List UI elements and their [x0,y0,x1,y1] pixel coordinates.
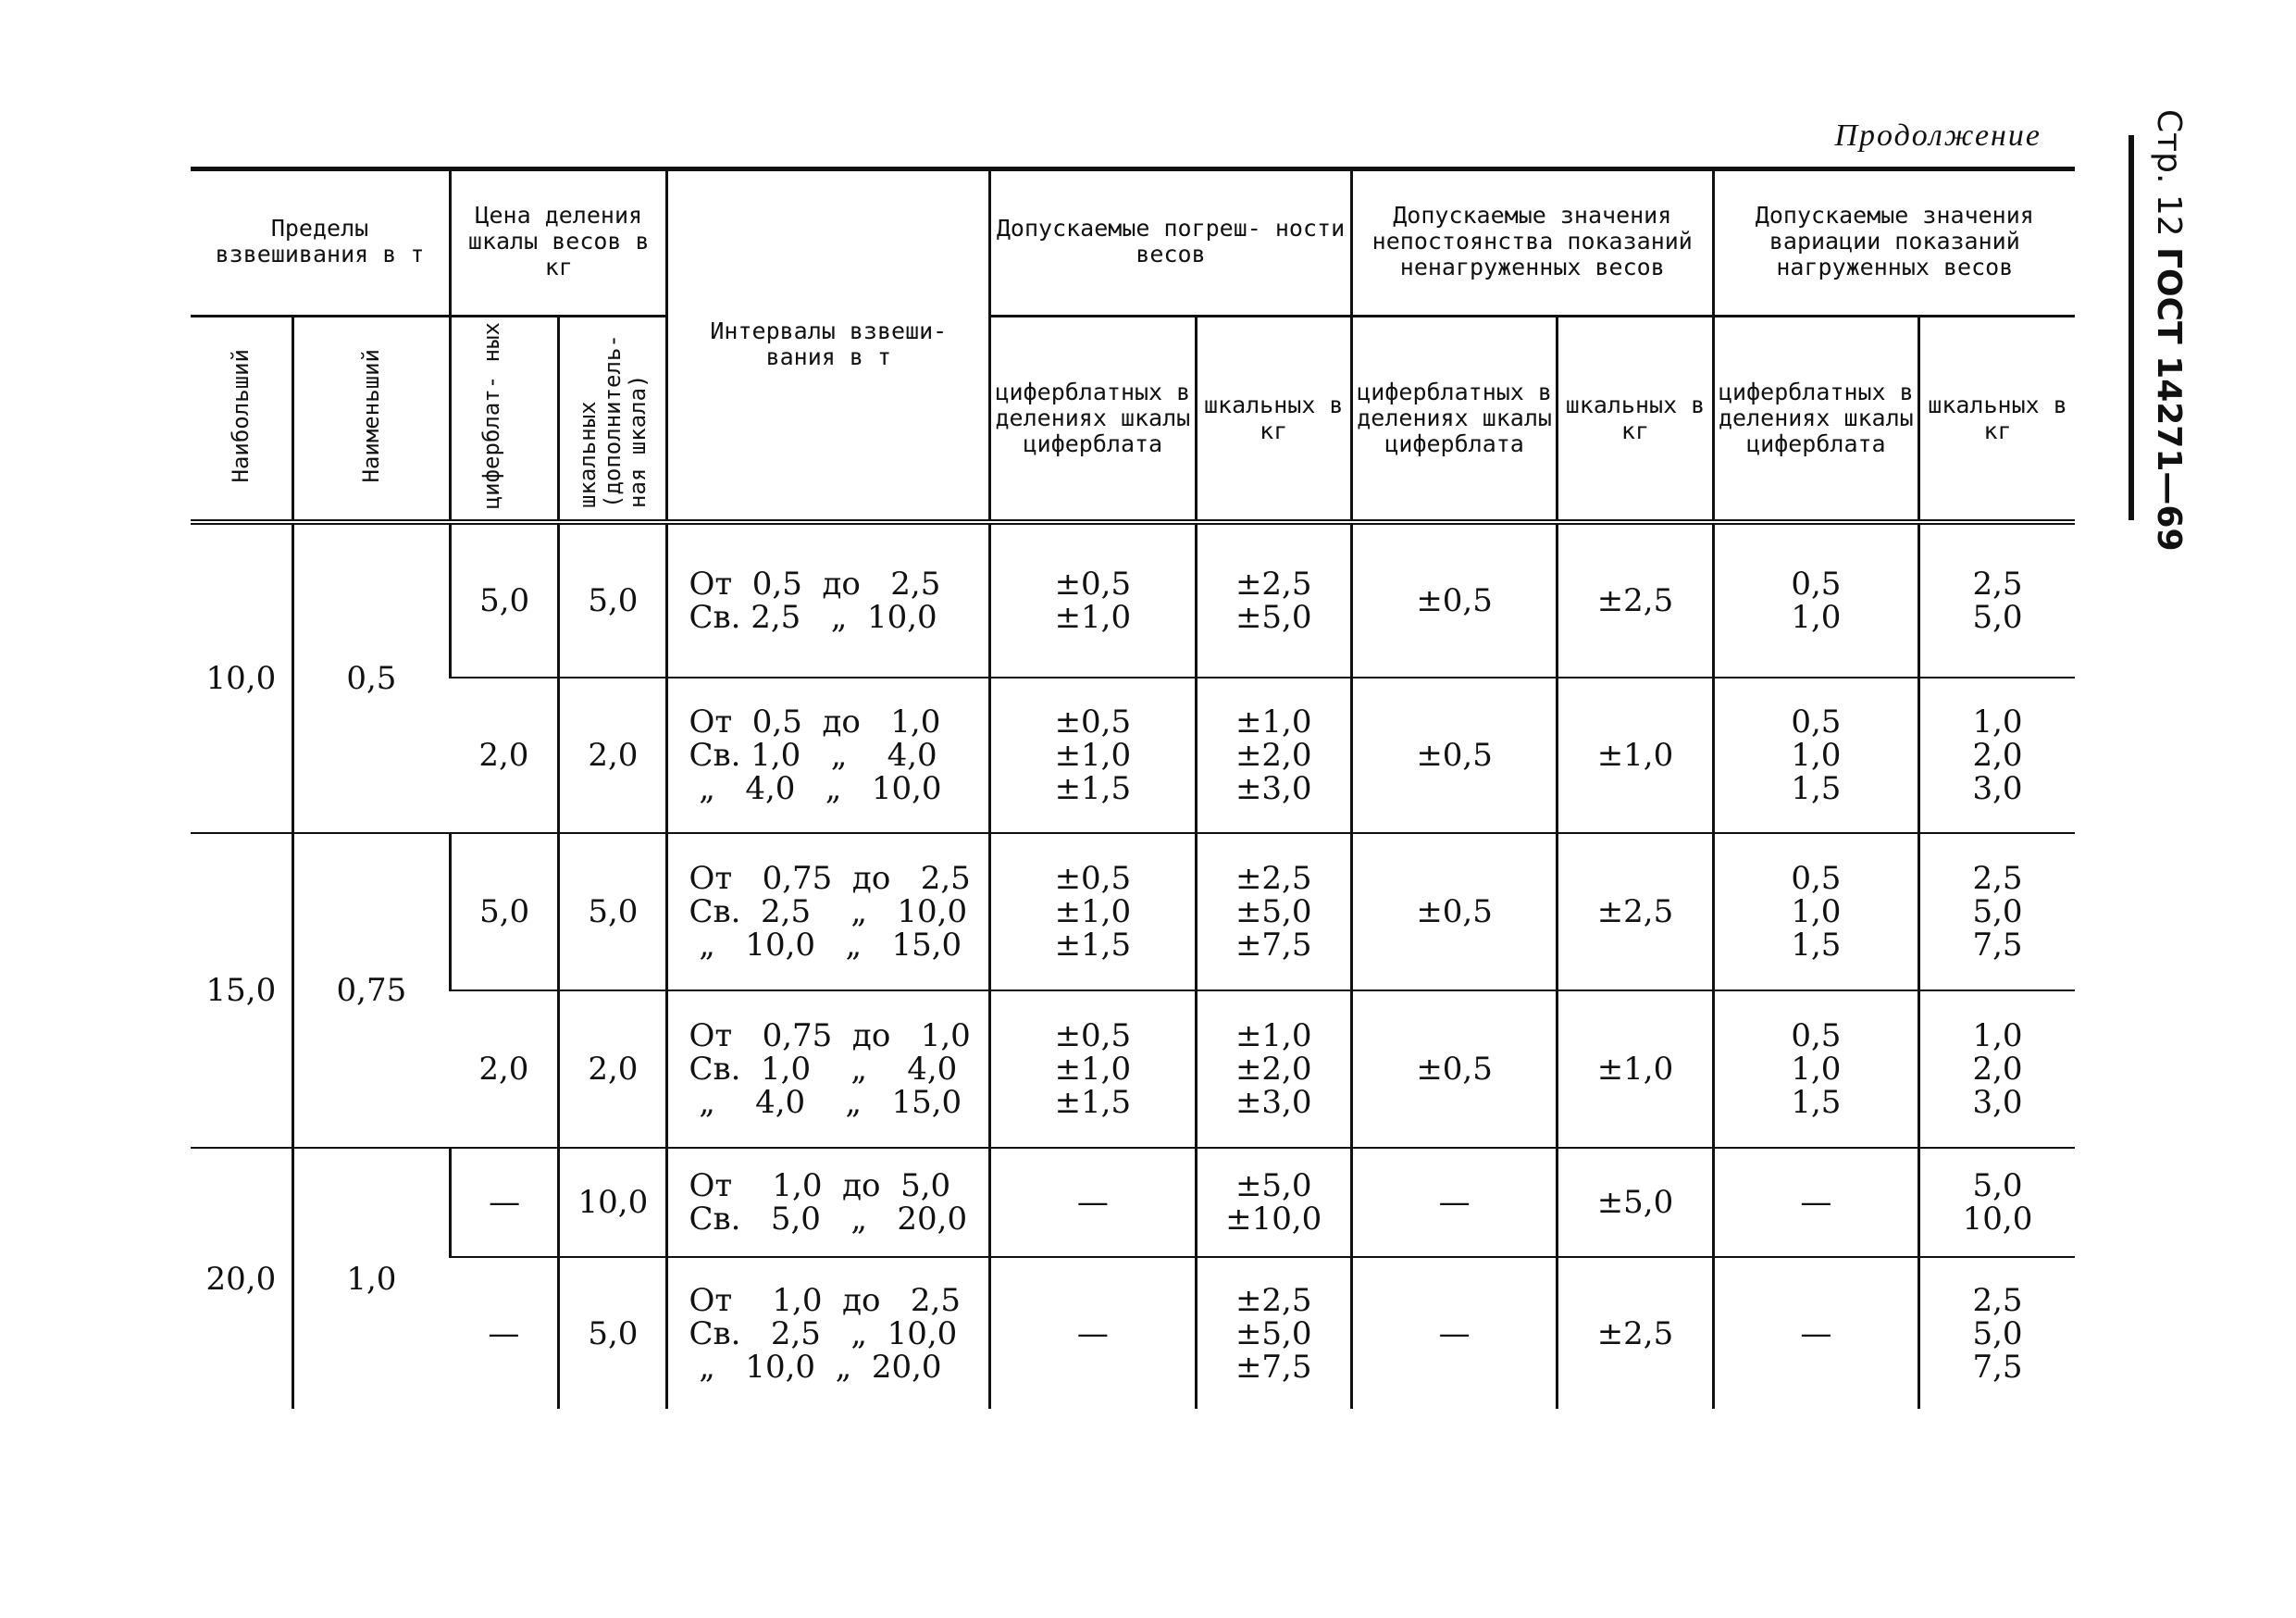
variation-scale: 2,5 5,0 7,5 [1919,1257,2075,1409]
variation-dial: — [1713,1257,1918,1409]
error-dial: ±0,5 ±1,0 [990,522,1196,678]
variation-dial: 0,5 1,0 1,5 [1713,833,1918,990]
table-row [191,678,2075,833]
division-dial: 2,0 [451,990,559,1148]
division-scale: 5,0 [559,1257,667,1409]
error-dial: ±0,5 ±1,0 ±1,5 [990,833,1196,990]
interval: От 0,75 до 1,0 Св. 1,0 „ 4,0 „ 4,0 „ 15,0 [667,990,990,1148]
interval: От 0,75 до 2,5 Св. 2,5 „ 10,0 „ 10,0 „ 15,0 [667,833,990,990]
instability-scale: ±2,5 [1558,522,1713,678]
variation-dial: 0,5 1,0 [1713,522,1918,678]
variation-scale: 1,0 2,0 3,0 [1919,990,2075,1148]
variation-scale: 2,5 5,0 7,5 [1919,833,2075,990]
error-dial: — [990,1148,1196,1257]
table-row [191,522,2075,678]
interval: От 0,5 до 1,0 Св. 1,0 „ 4,0 „ 4,0 „ 10,0 [667,678,990,833]
header-limits-min: Наименьший [292,317,450,523]
instability-dial: — [1351,1148,1557,1257]
variation-dial: 0,5 1,0 1,5 [1713,990,1918,1148]
division-dial: — [451,1148,559,1257]
variation-dial: 0,5 1,0 1,5 [1713,678,1918,833]
header-instability-dial: циферблатных в делениях шкалы циферблата [1351,317,1557,523]
division-scale: 5,0 [559,522,667,678]
limit-max: 20,0 [205,1260,277,1298]
header-instability: Допускаемые значения непостоянства показаний ненагруженных весов [1351,168,1713,317]
error-scale: ±2,5 ±5,0 ±7,5 [1196,1257,1351,1409]
side-header [2145,109,2191,552]
error-dial: ±0,5 ±1,0 ±1,5 [990,678,1196,833]
division-scale: 2,0 [559,678,667,833]
variation-scale: 2,5 5,0 [1919,522,2075,678]
error-scale: ±5,0 ±10,0 [1196,1148,1351,1257]
error-dial: ±0,5 ±1,0 ±1,5 [990,990,1196,1148]
header-division: Цена деления шкалы весов в кг [451,168,667,317]
interval: От 1,0 до 2,5 Св. 2,5 „ 10,0 „ 10,0 „ 20,0 [667,1257,990,1409]
header-limits-max: Наибольший [191,317,292,523]
header-division-scale: шкальных (дополнитель- ная шкала) [559,317,667,523]
limit-min: 0,75 [292,833,450,1148]
header-row-1 [191,168,2075,317]
table-row [191,990,2075,1148]
error-dial: — [990,1257,1196,1409]
division-scale: 5,0 [559,833,667,990]
division-scale: 10,0 [559,1148,667,1257]
interval: От 0,5 до 2,5 Св. 2,5 „ 10,0 [667,522,990,678]
header-errors-dial: циферблатных в делениях шкалы циферблата [990,317,1196,523]
header-intervals: Интервалы взвеши- вания в т [667,168,990,522]
table-row [191,833,2075,990]
header-row-2 [191,317,2075,523]
header-errors: Допускаемые погреш- ности весов [990,168,1352,317]
instability-dial: ±0,5 [1351,678,1557,833]
error-scale: ±1,0 ±2,0 ±3,0 [1196,678,1351,833]
side-rule [2128,135,2134,520]
header-instability-scale: шкальных в кг [1558,317,1713,523]
division-dial: 5,0 [451,833,559,990]
header-variation-dial: циферблатных в делениях шкалы циферблата [1713,317,1918,523]
header-variation-scale: шкальных в кг [1919,317,2075,523]
page-number: Стр. 12 [2150,109,2188,237]
error-scale: ±1,0 ±2,0 ±3,0 [1196,990,1351,1148]
limit-max: 15,0 [191,833,292,1148]
limit-max: 10,0 [191,522,292,833]
header-variation: Допускаемые значения вариации показаний нагруженных весов [1713,168,2075,317]
limit-min: 0,5 [292,522,450,833]
instability-scale: ±2,5 [1558,833,1713,990]
standard-number: ГОСТ 14271—69 [2150,247,2188,552]
header-limits: Пределы взвешивания в т [191,168,451,317]
header-division-dial: циферблат- ных [451,317,559,523]
division-dial: — [488,1314,520,1352]
variation-dial: — [1713,1148,1918,1257]
instability-scale: ±1,0 [1558,678,1713,833]
instability-scale: ±2,5 [1558,1257,1713,1409]
limit-min: 1,0 [292,1148,450,1409]
instability-dial: ±0,5 [1351,522,1557,678]
division-dial: 5,0 [451,522,559,678]
error-scale: ±2,5 ±5,0 ±7,5 [1196,833,1351,990]
instability-dial: ±0,5 [1351,990,1557,1148]
instability-dial: — [1351,1257,1557,1409]
continuation-label: Продолжение [1834,118,2042,153]
header-errors-scale: шкальных в кг [1196,317,1351,523]
instability-scale: ±5,0 [1558,1148,1713,1257]
variation-scale: 1,0 2,0 3,0 [1919,678,2075,833]
instability-dial: ±0,5 [1351,833,1557,990]
table-row [191,1257,2075,1409]
error-scale: ±2,5 ±5,0 [1196,522,1351,678]
interval: От 1,0 до 5,0 Св. 5,0 „ 20,0 [667,1148,990,1257]
table-row [191,1148,2075,1257]
division-dial: 2,0 [451,678,559,833]
tolerance-table [191,168,2075,1409]
division-scale: 2,0 [559,990,667,1148]
instability-scale: ±1,0 [1558,990,1713,1148]
variation-scale: 5,0 10,0 [1919,1148,2075,1257]
